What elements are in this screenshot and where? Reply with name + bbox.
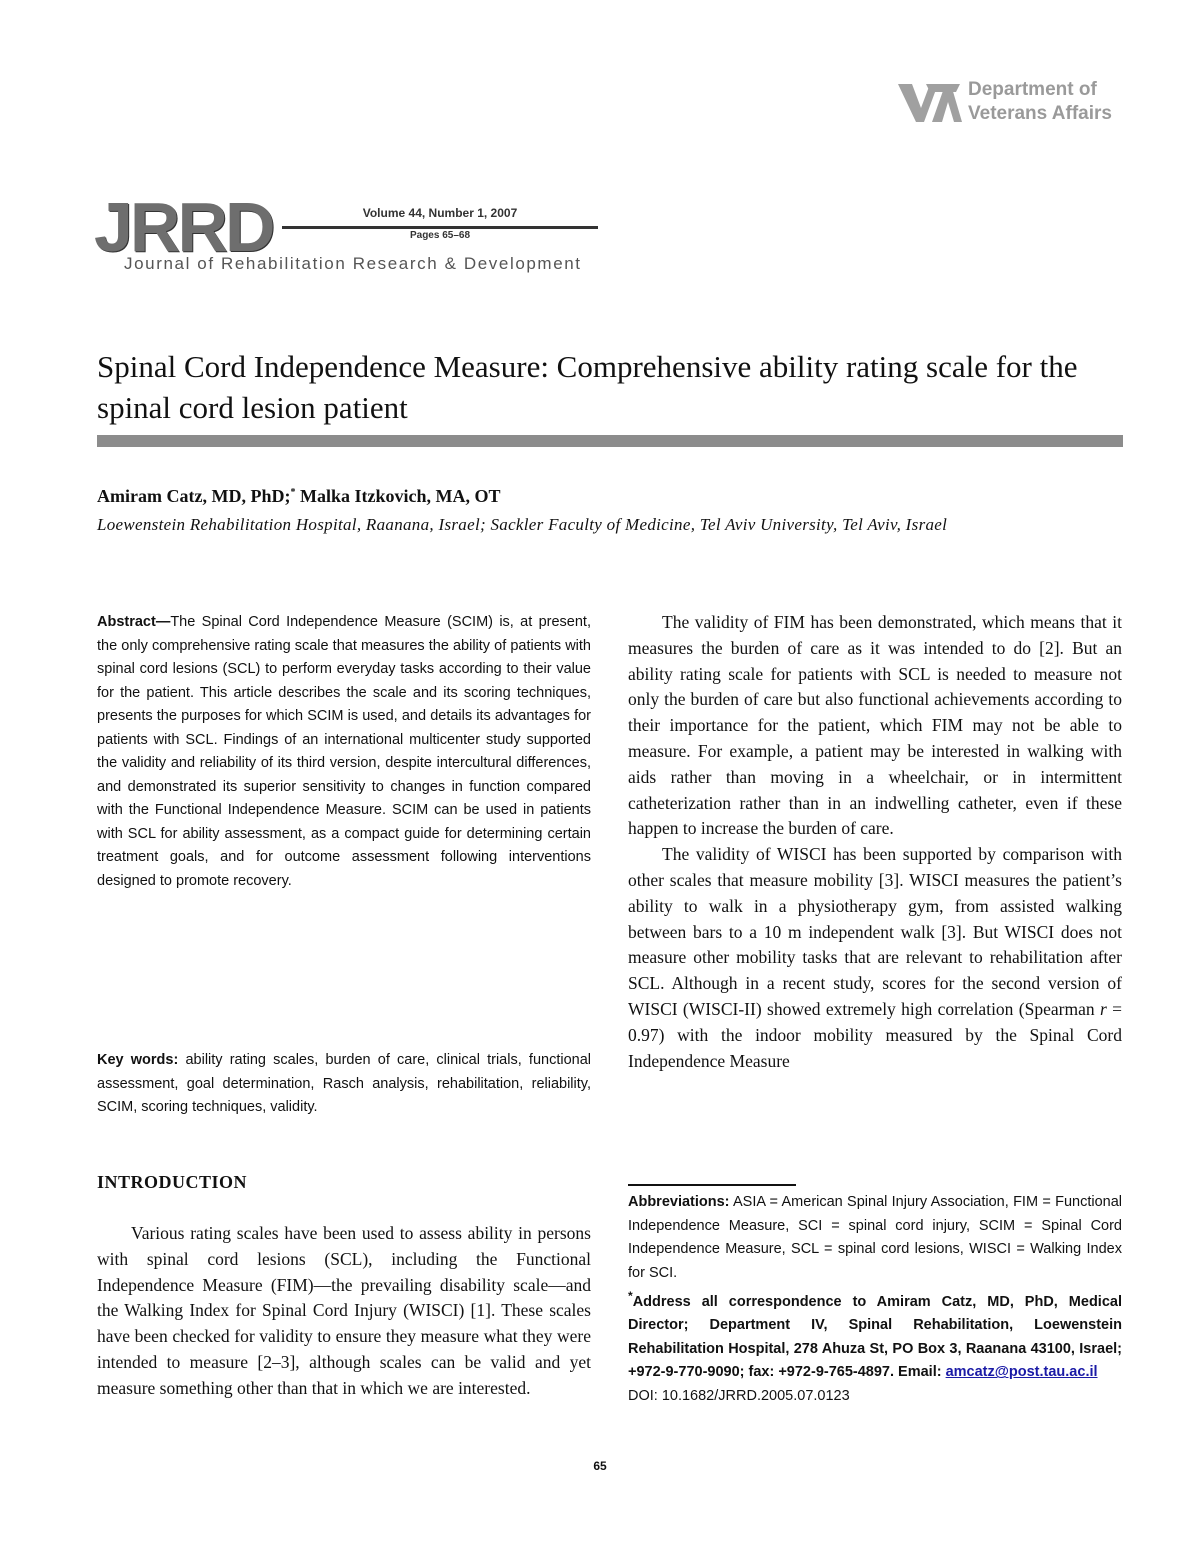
section-heading-introduction: INTRODUCTION <box>97 1172 248 1192</box>
authors <box>97 486 500 507</box>
keywords-label: Key words: <box>97 1052 179 1068</box>
volume-info: Volume 44, Number 1, 2007 <box>362 206 518 220</box>
author-2: Malka Itzkovich, MA, OT <box>295 486 501 506</box>
abstract-label: Abstract— <box>97 614 171 630</box>
abstract <box>97 611 591 893</box>
footnotes <box>628 1191 1122 1408</box>
abstract-text: The Spinal Cord Independence Measure (SCIM) is, at present, the only comprehensive rating scale that measures the ability of patients with spinal cord lesions (SCL) to perform everyday tasks according to their value for the patient. This article describes the scale and its scoring techniques, presents the purposes for which SCIM is used, and details its advantages for patients with SCL. Findings of an international multicenter study supported the validity and reliability of its third version, despite intercultural differences, and demonstrated its superior sensitivity to changes in function compared with the Functional Independence Measure. SCIM can be used in patients with SCL for ability assessment, as a compact guide for determining certain treatment goals, and for outcome assessment following interventions designed to promote recovery. <box>97 614 591 889</box>
keywords <box>97 1049 591 1120</box>
keywords-text: ability rating scales, burden of care, clinical trials, functional assessment, goal determination, Rasch analysis, rehabilitation, reliability, SCIM, scoring techniques, validity. <box>97 1052 591 1115</box>
abbreviations-text: ASIA = American Spinal Injury Association, FIM = Functional Independence Measure, SCI = spinal cord injury, SCIM = Spinal Cord Independence Measure, SCL = spinal cord lesions, WISCI = Walking Index for SCI. <box>628 1194 1122 1281</box>
footnote-rule <box>628 1184 796 1186</box>
correspondence-note <box>628 1285 1122 1385</box>
wisci-text-end: = 0.97) with the indoor mobility measured by the Spinal Cord Independence Measure <box>628 998 1122 1071</box>
va-logo-text <box>968 78 1112 126</box>
article-title: Spinal Cord Independence Measure: Comprehensive ability rating scale for the spinal cord lesion patient <box>97 349 1078 425</box>
correspondence-text: Address all correspondence to Amiram Catz, MD, PhD, Medical Director; Department IV, Spinal Rehabilitation, Loewenstein Rehabilitation Hospital, 278 Ahuza St, PO Box 3, Raanana 43100, Israel; +972-9-770-9090; fax: +972-9-765-4897. Email: <box>628 1293 1122 1381</box>
email-link[interactable]: amcatz@post.tau.ac.il <box>945 1364 1098 1381</box>
journal-acronym: JRRD <box>94 188 273 266</box>
spearman-r: r <box>1099 998 1107 1019</box>
title-divider <box>97 435 1123 447</box>
abbreviations-label: Abbreviations: <box>628 1194 730 1210</box>
corresponding-mark: * <box>290 487 296 498</box>
va-emblem-icon <box>898 80 962 124</box>
introduction-paragraph: Various rating scales have been used to assess ability in persons with spinal cord lesions (SCL), including the Functional Independence Measure (FIM)—the prevailing disability scale—and the Walking Index for Spinal Cord Injury (WISCI) [1]. These scales have been checked for validity to ensure they measure what they were intended to measure [2–3], although scales can be valid and yet measure something other than that in which we are interested. <box>97 1223 591 1398</box>
doi: DOI: 10.1682/JRRD.2005.07.0123 <box>628 1387 850 1404</box>
va-logo-line2: Veterans Affairs <box>968 103 1112 124</box>
author-1: Amiram Catz, MD, PhD; <box>97 486 291 506</box>
va-logo <box>898 78 1128 128</box>
masthead-rule <box>282 226 598 229</box>
journal-name: Journal of Rehabilitation Research & Development <box>124 254 582 273</box>
paragraph-fim-validity: The validity of FIM has been demonstrated, which means that it measures the burden of care as it was intended to do [2]. But an ability rating scale for patients with SCL is needed to measure not only the burden of care but also functional achievements according to their importance for the patient, which FIM may not be able to measure. For example, a patient may be interested in walking with aids rather than moving in a wheelchair, or in intermittent catheterization rather than in an indwelling catheter, even if these happen to increase the burden of care. <box>628 612 1122 839</box>
introduction-body <box>97 1221 591 1402</box>
affiliation: Loewenstein Rehabilitation Hospital, Raanana, Israel; Sackler Faculty of Medicine, Tel Aviv University, Tel Aviv, Israel <box>97 515 948 534</box>
right-column-body <box>628 610 1122 1074</box>
va-logo-line1: Department of <box>968 79 1097 100</box>
wisci-text-start: The validity of WISCI has been supported by comparison with other scales that measure mobility [3]. WISCI measures the patient’s ability to walk in a physiotherapy gym, from assisted walking between bars to a 10 m independent walk [3]. But WISCI does not measure other mobility tasks that are relevant to rehabilitation after SCL. Although in a recent study, scores for the second version of WISCI (WISCI-II) showed extremely high correlation (Spearman <box>628 844 1122 1019</box>
correspondence-mark: * <box>628 1289 633 1303</box>
paragraph-wisci-validity <box>628 842 1122 1074</box>
page-range: Pages 65–68 <box>409 230 471 241</box>
abbreviations-note <box>628 1191 1122 1285</box>
page-number: 65 <box>593 1459 607 1473</box>
